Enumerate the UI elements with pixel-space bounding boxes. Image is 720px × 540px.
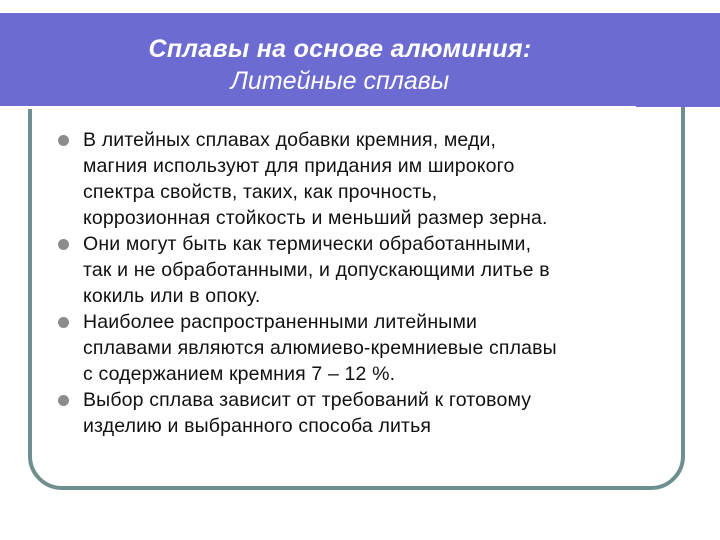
- title-bar: [0, 13, 720, 107]
- bullet-item: [58, 309, 678, 387]
- bullet-text: Выбор сплава зависит от требований к готовому изделию и выбранного способа литья: [83, 389, 532, 437]
- bullet-item: [58, 127, 678, 231]
- bullet-text: В литейных сплавах добавки кремния, меди, магния используют для придания им широкого спектра свойств, таких, как прочность, коррозионная стойкость и меньший размер зерна.: [83, 129, 548, 229]
- title-line-2: Литейные сплавы: [230, 67, 450, 95]
- bullet-dot-icon: [58, 317, 69, 328]
- bullet-dot-icon: [58, 239, 69, 250]
- title-underline: [0, 106, 636, 109]
- bullet-text: Наиболее распространенными литейными сплавами являются алюмиево-кремниевые сплавы с содержанием кремния 7 – 12 %.: [83, 311, 557, 385]
- slide-title: [60, 33, 620, 97]
- bullet-dot-icon: [58, 395, 69, 406]
- bullet-dot-icon: [58, 135, 69, 146]
- bullet-item: [58, 387, 678, 439]
- bullet-item: [58, 231, 678, 309]
- title-line-1: Сплавы на основе алюминия:: [148, 35, 532, 63]
- bullet-text: Они могут быть как термически обработанными, так и не обработанными, и допускающими литье в кокиль или в опоку.: [83, 233, 550, 307]
- bullet-list: [58, 127, 678, 439]
